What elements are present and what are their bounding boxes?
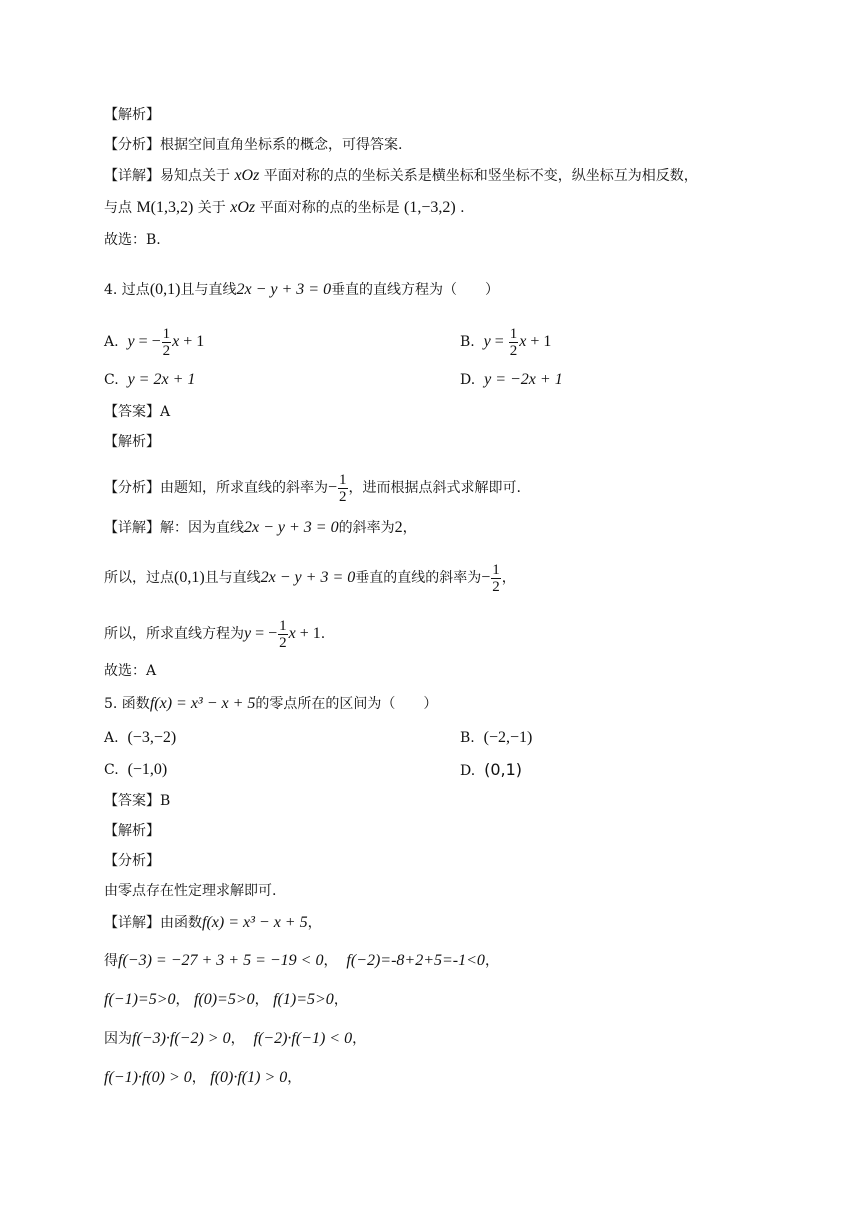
q5-stem: 5. 函数f(x) = x³ − x + 5的零点所在的区间为（ ） bbox=[104, 695, 438, 712]
q4-jiexi-heading: 【解析】 bbox=[104, 434, 160, 450]
q5-option-b: B. (−2,−1) bbox=[460, 729, 533, 746]
q5-analysis-text: 由零点存在性定理求解即可. bbox=[104, 883, 277, 899]
q4-answer: 【答案】A bbox=[104, 404, 171, 420]
q5-answer: 【答案】B bbox=[104, 793, 171, 809]
q5-option-a: A. (−3,−2) bbox=[104, 729, 177, 746]
q4-option-d: D. y = −2x + 1 bbox=[460, 371, 563, 388]
q5-product-line1: 因为f(−3)·f(−2) > 0， f(−2)·f(−1) < 0， bbox=[104, 1030, 367, 1047]
q4-option-b: B. y = $\frac{1}{2}$ x + 1 bbox=[460, 326, 552, 359]
q5-product-line2: f(−1)·f(0) > 0， f(0)·f(1) > 0， bbox=[104, 1069, 302, 1086]
q4-choice: 故选：A bbox=[104, 663, 157, 679]
q3-analysis: 【分析】根据空间直角坐标系的概念，可得答案. bbox=[104, 137, 403, 153]
q4-option-a: A. y = − $\frac{1}{2}$ x + 1 bbox=[104, 326, 205, 359]
q3-choice: 故选：B. bbox=[104, 232, 161, 248]
q4-stem: 4. 过点(0,1)且与直线2x − y + 3 = 0垂直的直线方程为（ ） bbox=[104, 281, 500, 298]
q3-detail-line2: 与点 M(1,3,2) 关于 xOz 平面对称的点的坐标是 (1,−3,2) . bbox=[104, 199, 465, 216]
q5-calc-line2: f(−1)=5>0， f(0)=5>0， f(1)=5>0， bbox=[104, 991, 348, 1008]
q4-therefore-line: 所以，所求直线方程为y = − $\frac{1}{2}$ x + 1. bbox=[104, 618, 326, 651]
q3-detail-line1: 【详解】易知点关于 xOz 平面对称的点的坐标关系是横坐标和竖坐标不变，纵坐标互为相反数， bbox=[104, 167, 698, 184]
frac-half: $\frac{1}{2}$ bbox=[509, 326, 518, 359]
q5-detail: 【详解】由函数f(x) = x³ − x + 5， bbox=[104, 914, 322, 931]
q4-analysis: 【分析】由题知，所求直线的斜率为− $\frac{1}{2}$ ，进而根据点斜式求解即可. bbox=[104, 472, 521, 505]
q5-calc-line1: 得f(−3) = −27 + 3 + 5 = −19 < 0， f(−2)=-8+2+5=-1<0， bbox=[104, 952, 499, 969]
q4-option-c: C. y = 2x + 1 bbox=[104, 371, 196, 388]
q4-detail: 【详解】解：因为直线2x − y + 3 = 0的斜率为2， bbox=[104, 519, 417, 536]
q3-jiexi-heading: 【解析】 bbox=[104, 107, 160, 123]
q5-analysis-heading: 【分析】 bbox=[104, 853, 160, 869]
q5-option-c: C. (−1,0) bbox=[104, 761, 168, 778]
q5-option-d: D. (0,1) bbox=[460, 760, 523, 779]
q4-therefore-slope: 所以，过点(0,1)且与直线2x − y + 3 = 0垂直的直线的斜率为− $\frac{1}{2}$ ， bbox=[104, 562, 516, 595]
frac-half: $\frac{1}{2}$ bbox=[162, 326, 171, 359]
q5-jiexi-heading: 【解析】 bbox=[104, 823, 160, 839]
